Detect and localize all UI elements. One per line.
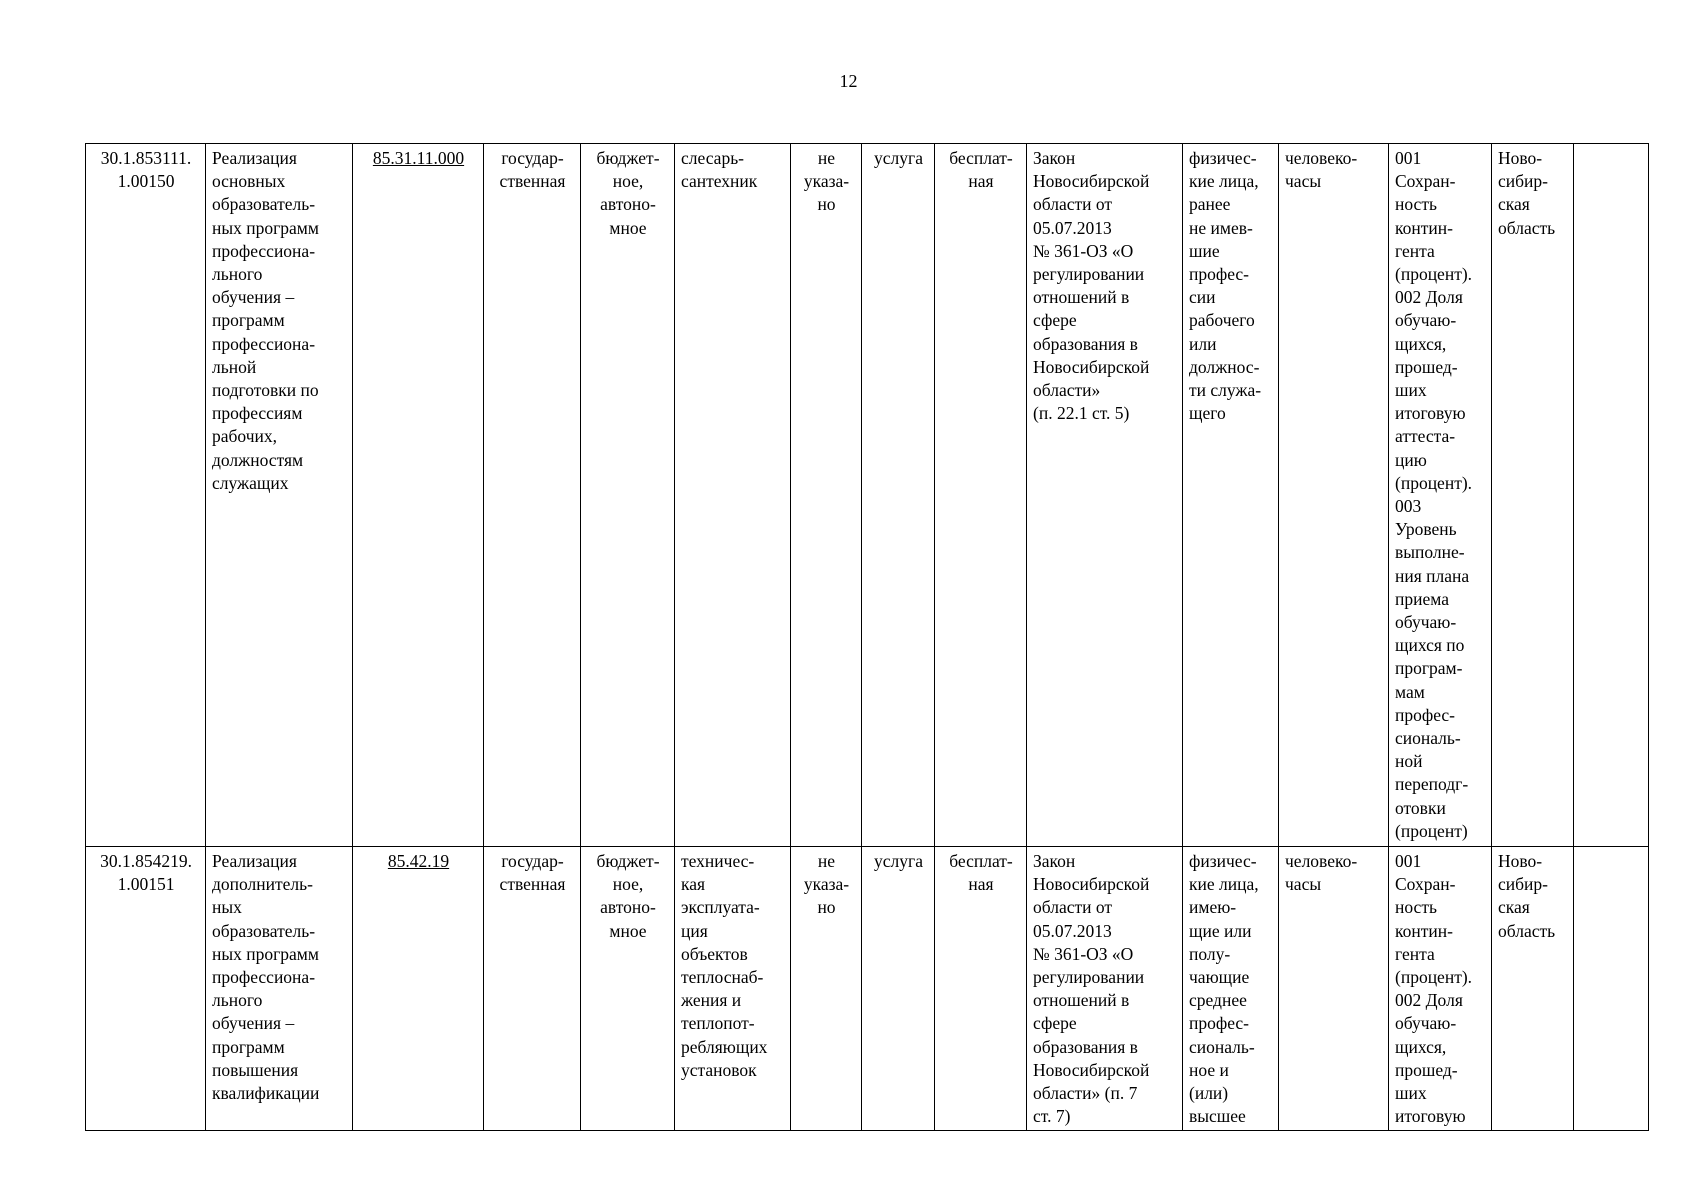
payment-cell: бесплат- ная (935, 847, 1027, 1131)
kind-cell: услуга (862, 144, 935, 847)
extra-cell (1574, 144, 1649, 847)
indicators-cell: 001 Сохран- ность контин- гента (процент). 002 Доля обучаю- щихся, прошед- ших итоговую (1389, 847, 1492, 1131)
region-cell: Ново- сибир- ская область (1492, 144, 1574, 847)
institution-type-cell: бюджет- ное, автоно- мное (581, 144, 675, 847)
institution-type-cell: бюджет- ное, автоно- мное (581, 847, 675, 1131)
kind-cell: услуга (862, 847, 935, 1131)
service-name-cell: Реализация основных образователь- ных программ профессиона- льного обучения – программ профессиона- льной подготовки по профессиям рабочих, должностям служащих (206, 144, 353, 847)
profession-cell: техничес- кая эксплуата- ция объектов теплоснаб- жения и теплопот- ребляющих установок (675, 847, 791, 1131)
registry-table (85, 143, 1649, 1131)
okpd-code-cell: 85.42.19 (353, 847, 484, 1131)
region-cell: Ново- сибир- ская область (1492, 847, 1574, 1131)
consumers-cell: физичес- кие лица, ранее не имев- шие профес- сии рабочего или должнос- ти служа- щего (1183, 144, 1279, 847)
profession-cell: слесарь- сантехник (675, 144, 791, 847)
specified-cell: не указа- но (791, 847, 862, 1131)
table-row (86, 144, 1649, 847)
indicators-cell: 001 Сохран- ность контин- гента (процент). 002 Доля обучаю- щихся, прошед- ших итоговую аттеста- цию (процент). 003 Уровень выполне- ния плана приема обучаю- щихся по програм- мам профес- сиональ- ной переподг- отовки (процент) (1389, 144, 1492, 847)
page-number: 12 (839, 71, 858, 91)
ownership-cell: государ- ственная (484, 144, 581, 847)
law-cell: Закон Новосибирской области от 05.07.2013 № 361-ОЗ «О регулировании отношений в сфере образования в Новосибирской области» (п. 7 ст. 7) (1027, 847, 1183, 1131)
consumers-cell: физичес- кие лица, имею- щие или полу- чающие среднее профес- сиональ- ное и (или) высшее (1183, 847, 1279, 1131)
unit-cell: человеко- часы (1279, 144, 1389, 847)
okpd-code-cell: 85.31.11.000 (353, 144, 484, 847)
extra-cell (1574, 847, 1649, 1131)
ownership-cell: государ- ственная (484, 847, 581, 1131)
law-cell: Закон Новосибирской области от 05.07.2013 № 361-ОЗ «О регулировании отношений в сфере образования в Новосибирской области» (п. 22.1 ст. 5) (1027, 144, 1183, 847)
table-row (86, 847, 1649, 1131)
unit-cell: человеко- часы (1279, 847, 1389, 1131)
service-code-cell: 30.1.853111. 1.00150 (86, 144, 206, 847)
service-code-cell: 30.1.854219. 1.00151 (86, 847, 206, 1131)
specified-cell: не указа- но (791, 144, 862, 847)
payment-cell: бесплат- ная (935, 144, 1027, 847)
service-name-cell: Реализация дополнитель- ных образователь- ных программ профессиона- льного обучения – программ повышения квалификации (206, 847, 353, 1131)
